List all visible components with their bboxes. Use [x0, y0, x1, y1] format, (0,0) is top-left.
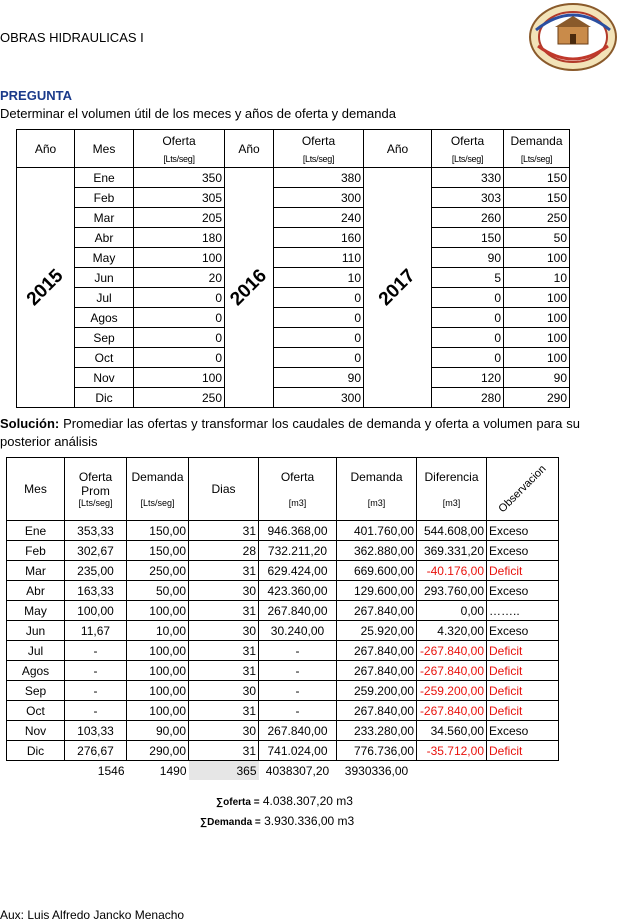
- sum-oferta: ∑oferta = 4.038.307,20 m3: [216, 794, 353, 808]
- demanda-2017-cell: 100: [504, 348, 570, 368]
- oferta-m3-cell: 946.368,00: [259, 521, 337, 541]
- demanda-m3-cell: 362.880,00: [337, 541, 417, 561]
- demanda-2017-cell: 50: [504, 228, 570, 248]
- oferta-2015-cell: 0: [134, 348, 225, 368]
- demanda-m3-cell: 401.760,00: [337, 521, 417, 541]
- table1-row: [17, 268, 570, 288]
- month-cell: Mar: [75, 208, 134, 228]
- table1-row: [17, 368, 570, 388]
- oferta-2017-cell: 0: [432, 308, 504, 328]
- oferta-prom-cell: 235,00: [65, 561, 127, 581]
- month-cell: Feb: [75, 188, 134, 208]
- demanda-m3-cell: 129.600,00: [337, 581, 417, 601]
- oferta-m3-cell: 267.840,00: [259, 721, 337, 741]
- totals-row: [7, 761, 559, 781]
- col-mes: Mes: [75, 130, 134, 168]
- demanda-m3-cell: 267.840,00: [337, 641, 417, 661]
- month-cell: Ene: [75, 168, 134, 188]
- oferta-2015-cell: 20: [134, 268, 225, 288]
- demanda-cell: 150,00: [127, 521, 189, 541]
- col-anio-1: Año: [17, 130, 75, 168]
- oferta-2015-cell: 250: [134, 388, 225, 408]
- oferta-2017-cell: 303: [432, 188, 504, 208]
- oferta-2016-cell: 10: [274, 268, 364, 288]
- table1-header-row: [17, 130, 570, 168]
- oferta-m3-cell: -: [259, 701, 337, 721]
- diferencia-cell: -40.176,00: [417, 561, 487, 581]
- observacion-cell: Exceso: [487, 541, 559, 561]
- dias-cell: 30: [189, 721, 259, 741]
- oferta-2015-cell: 205: [134, 208, 225, 228]
- total-prom: 1546: [97, 763, 125, 778]
- observacion-cell: Deficit: [487, 661, 559, 681]
- col-anio-3: Año: [364, 130, 432, 168]
- oferta-2015-cell: 180: [134, 228, 225, 248]
- month-cell: Jun: [7, 621, 65, 641]
- dias-cell: 31: [189, 741, 259, 761]
- oferta-2016-cell: 0: [274, 308, 364, 328]
- oferta-m3-cell: 732.211,20: [259, 541, 337, 561]
- table1-row: [17, 388, 570, 408]
- oferta-2016-cell: 0: [274, 288, 364, 308]
- table1-row: [17, 228, 570, 248]
- table1-row: [17, 288, 570, 308]
- observacion-cell: Exceso: [487, 721, 559, 741]
- observacion-cell: Exceso: [487, 521, 559, 541]
- demanda-m3-cell: 776.736,00: [337, 741, 417, 761]
- diferencia-cell: 0,00: [417, 601, 487, 621]
- dias-cell: 30: [189, 621, 259, 641]
- demanda-2017-cell: 100: [504, 308, 570, 328]
- oferta-prom-cell: 11,67: [65, 621, 127, 641]
- demanda-2017-cell: 250: [504, 208, 570, 228]
- observacion-cell: Deficit: [487, 641, 559, 661]
- month-cell: Jun: [75, 268, 134, 288]
- dias-cell: 31: [189, 561, 259, 581]
- table2-row: [7, 701, 559, 721]
- table1-row: [17, 168, 570, 188]
- document-title: OBRAS HIDRAULICAS I: [0, 30, 144, 45]
- oferta-2016-cell: 0: [274, 328, 364, 348]
- dias-cell: 31: [189, 661, 259, 681]
- diferencia-cell: 34.560,00: [417, 721, 487, 741]
- table2-row: [7, 541, 559, 561]
- oferta-prom-cell: -: [65, 641, 127, 661]
- solution-paragraph: [0, 415, 580, 451]
- demanda-cell: 250,00: [127, 561, 189, 581]
- oferta-2015-cell: 0: [134, 308, 225, 328]
- solution-text: Promediar las ofertas y transformar los caudales de demanda y oferta a volumen para su posterior análisis: [0, 416, 580, 449]
- oferta-2015-cell: 350: [134, 168, 225, 188]
- demanda-2017-cell: 100: [504, 288, 570, 308]
- demanda-cell: 100,00: [127, 601, 189, 621]
- solution-label: Solución:: [0, 416, 60, 431]
- oferta-prom-cell: 276,67: [65, 741, 127, 761]
- col-oferta-2017: Oferta [Lts/seg]: [432, 130, 504, 168]
- col-oferta-2016: Oferta [Lts/seg]: [274, 130, 364, 168]
- total-demanda: 1490: [159, 763, 187, 778]
- question-label: PREGUNTA: [0, 88, 72, 103]
- demanda-2017-cell: 150: [504, 188, 570, 208]
- demanda-2017-cell: 100: [504, 328, 570, 348]
- oferta-2015-cell: 100: [134, 248, 225, 268]
- oferta-m3-cell: 267.840,00: [259, 601, 337, 621]
- oferta-prom-cell: -: [65, 701, 127, 721]
- oferta-prom-cell: 302,67: [65, 541, 127, 561]
- oferta-2016-cell: 90: [274, 368, 364, 388]
- dias-cell: 30: [189, 681, 259, 701]
- table1-row: [17, 308, 570, 328]
- oferta-2017-cell: 0: [432, 328, 504, 348]
- dias-cell: 31: [189, 601, 259, 621]
- demanda-cell: 50,00: [127, 581, 189, 601]
- oferta-prom-cell: 353,33: [65, 521, 127, 541]
- total-oferta-m3: 4038307,20: [265, 763, 330, 778]
- diferencia-cell: 4.320,00: [417, 621, 487, 641]
- year-2017: 2017: [364, 168, 432, 408]
- month-cell: Mar: [7, 561, 65, 581]
- observacion-cell: Deficit: [487, 701, 559, 721]
- oferta-2017-cell: 90: [432, 248, 504, 268]
- oferta-m3-cell: 423.360,00: [259, 581, 337, 601]
- diferencia-cell: 369.331,20: [417, 541, 487, 561]
- oferta-m3-cell: -: [259, 641, 337, 661]
- oferta-2016-cell: 380: [274, 168, 364, 188]
- demanda-2017-cell: 150: [504, 168, 570, 188]
- observacion-cell: Deficit: [487, 681, 559, 701]
- oferta-m3-cell: 30.240,00: [259, 621, 337, 641]
- table2-row: [7, 681, 559, 701]
- table1-row: [17, 248, 570, 268]
- oferta-2016-cell: 240: [274, 208, 364, 228]
- oferta-2017-cell: 120: [432, 368, 504, 388]
- oferta-2015-cell: 305: [134, 188, 225, 208]
- table2-header-row: [7, 458, 559, 521]
- table1-row: [17, 348, 570, 368]
- volume-table: [6, 457, 559, 780]
- observacion-cell: Deficit: [487, 561, 559, 581]
- oferta-2015-cell: 0: [134, 288, 225, 308]
- month-cell: Oct: [7, 701, 65, 721]
- oferta-2016-cell: 300: [274, 188, 364, 208]
- month-cell: Jul: [7, 641, 65, 661]
- observacion-cell: Exceso: [487, 621, 559, 641]
- table1-row: [17, 208, 570, 228]
- demanda-2017-cell: 10: [504, 268, 570, 288]
- table2-row: [7, 641, 559, 661]
- oferta-2017-cell: 0: [432, 288, 504, 308]
- month-cell: Abr: [75, 228, 134, 248]
- total-demanda-m3: 3930336,00: [344, 763, 409, 778]
- month-cell: Nov: [75, 368, 134, 388]
- total-dias: 365: [189, 761, 259, 781]
- oferta-prom-cell: -: [65, 681, 127, 701]
- month-cell: Jul: [75, 288, 134, 308]
- table2-row: [7, 721, 559, 741]
- oferta-prom-cell: -: [65, 661, 127, 681]
- dias-cell: 31: [189, 701, 259, 721]
- demanda-cell: 100,00: [127, 661, 189, 681]
- oferta-2016-cell: 0: [274, 348, 364, 368]
- diferencia-cell: -267.840,00: [417, 641, 487, 661]
- observacion-cell: Deficit: [487, 741, 559, 761]
- oferta-m3-cell: -: [259, 681, 337, 701]
- demanda-m3-cell: 267.840,00: [337, 601, 417, 621]
- supply-demand-table: [16, 129, 570, 408]
- oferta-m3-cell: -: [259, 661, 337, 681]
- month-cell: Dic: [75, 388, 134, 408]
- month-cell: Oct: [75, 348, 134, 368]
- table1-row: [17, 188, 570, 208]
- year-2016: 2016: [225, 168, 274, 408]
- col-oferta-prom: Oferta Prom [Lts/seg]: [65, 458, 127, 521]
- month-cell: Agos: [75, 308, 134, 328]
- demanda-cell: 100,00: [127, 641, 189, 661]
- oferta-prom-cell: 103,33: [65, 721, 127, 741]
- month-cell: Dic: [7, 741, 65, 761]
- dias-cell: 31: [189, 521, 259, 541]
- observacion-cell: ……..: [487, 601, 559, 621]
- dias-cell: 31: [189, 641, 259, 661]
- oferta-2017-cell: 0: [432, 348, 504, 368]
- oferta-prom-cell: 100,00: [65, 601, 127, 621]
- demanda-cell: 150,00: [127, 541, 189, 561]
- diferencia-cell: 293.760,00: [417, 581, 487, 601]
- col-anio-2: Año: [225, 130, 274, 168]
- observacion-cell: Exceso: [487, 581, 559, 601]
- oferta-m3-cell: 629.424,00: [259, 561, 337, 581]
- oferta-2017-cell: 280: [432, 388, 504, 408]
- question-text: Determinar el volumen útil de los meces y años de oferta y demanda: [0, 106, 396, 121]
- month-cell: Ene: [7, 521, 65, 541]
- oferta-2017-cell: 150: [432, 228, 504, 248]
- demanda-cell: 100,00: [127, 681, 189, 701]
- demanda-2017-cell: 90: [504, 368, 570, 388]
- month-cell: Abr: [7, 581, 65, 601]
- demanda-2017-cell: 290: [504, 388, 570, 408]
- col-oferta-2015: Oferta [Lts/seg]: [134, 130, 225, 168]
- month-cell: Sep: [75, 328, 134, 348]
- dias-cell: 28: [189, 541, 259, 561]
- table2-row: [7, 581, 559, 601]
- col-demanda-2017: Demanda [Lts/seg]: [504, 130, 570, 168]
- demanda-cell: 10,00: [127, 621, 189, 641]
- demanda-m3-cell: 267.840,00: [337, 661, 417, 681]
- table2-row: [7, 661, 559, 681]
- demanda-m3-cell: 267.840,00: [337, 701, 417, 721]
- month-cell: Agos: [7, 661, 65, 681]
- month-cell: May: [7, 601, 65, 621]
- col-mes: Mes: [7, 458, 65, 521]
- table2-row: [7, 601, 559, 621]
- demanda-m3-cell: 259.200,00: [337, 681, 417, 701]
- oferta-m3-cell: 741.024,00: [259, 741, 337, 761]
- table2-row: [7, 561, 559, 581]
- month-cell: Feb: [7, 541, 65, 561]
- oferta-2017-cell: 330: [432, 168, 504, 188]
- oferta-2016-cell: 160: [274, 228, 364, 248]
- demanda-m3-cell: 25.920,00: [337, 621, 417, 641]
- col-demanda-m3: Demanda [m3]: [337, 458, 417, 521]
- oferta-2015-cell: 0: [134, 328, 225, 348]
- year-2015: 2015: [17, 168, 75, 408]
- demanda-2017-cell: 100: [504, 248, 570, 268]
- diferencia-cell: -267.840,00: [417, 661, 487, 681]
- demanda-cell: 100,00: [127, 701, 189, 721]
- col-diferencia: Diferencia [m3]: [417, 458, 487, 521]
- oferta-2017-cell: 5: [432, 268, 504, 288]
- oferta-2016-cell: 110: [274, 248, 364, 268]
- table2-row: [7, 521, 559, 541]
- demanda-m3-cell: 233.280,00: [337, 721, 417, 741]
- university-seal-logo: [528, 2, 618, 72]
- oferta-2016-cell: 300: [274, 388, 364, 408]
- demanda-cell: 90,00: [127, 721, 189, 741]
- col-dias: Dias: [189, 458, 259, 521]
- table1-row: [17, 328, 570, 348]
- col-oferta-m3: Oferta [m3]: [259, 458, 337, 521]
- diferencia-cell: -267.840,00: [417, 701, 487, 721]
- diferencia-cell: -259.200,00: [417, 681, 487, 701]
- month-cell: May: [75, 248, 134, 268]
- author-footer: Aux: Luis Alfredo Jancko Menacho: [0, 908, 185, 922]
- oferta-2015-cell: 100: [134, 368, 225, 388]
- col-demanda-lts: Demanda [Lts/seg]: [127, 458, 189, 521]
- diferencia-cell: -35.712,00: [417, 741, 487, 761]
- col-observacion: Observacion: [487, 458, 559, 521]
- month-cell: Sep: [7, 681, 65, 701]
- sum-demanda: ∑Demanda = 3.930.336,00 m3: [200, 814, 355, 828]
- demanda-m3-cell: 669.600,00: [337, 561, 417, 581]
- oferta-2017-cell: 260: [432, 208, 504, 228]
- table2-row: [7, 741, 559, 761]
- table2-row: [7, 621, 559, 641]
- dias-cell: 30: [189, 581, 259, 601]
- diferencia-cell: 544.608,00: [417, 521, 487, 541]
- demanda-cell: 290,00: [127, 741, 189, 761]
- oferta-prom-cell: 163,33: [65, 581, 127, 601]
- month-cell: Nov: [7, 721, 65, 741]
